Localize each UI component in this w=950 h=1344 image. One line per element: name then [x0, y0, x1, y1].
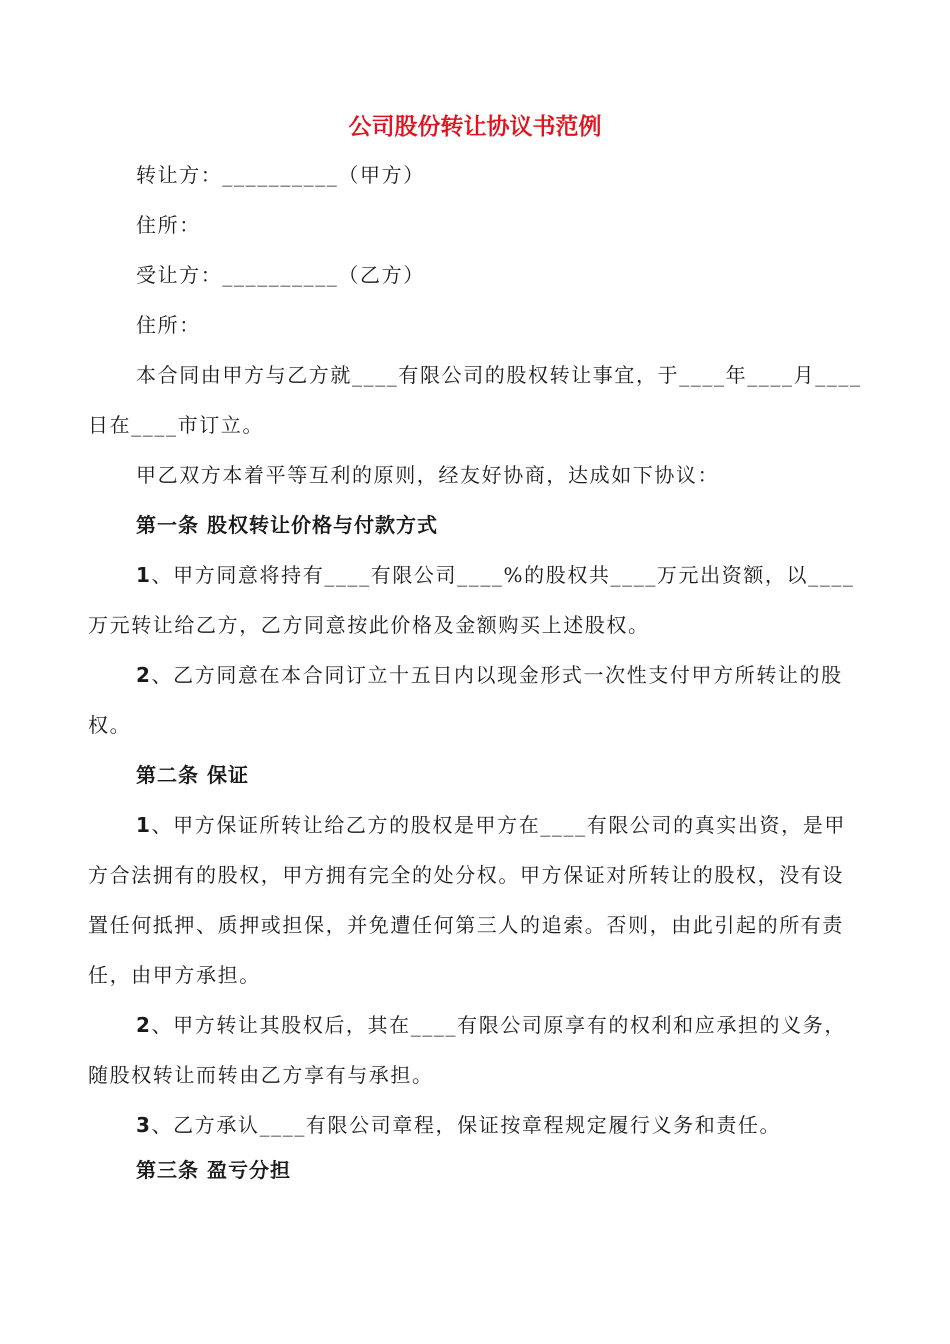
clause-text: 、甲方同意将持有____有限公司____%的股权共____万元出资额，以____ — [151, 563, 855, 587]
paragraph-line: 甲乙双方本着平等互利的原则，经友好协商，达成如下协议： — [136, 463, 720, 487]
paragraph-line — [136, 1000, 862, 1050]
transferee-address-line: 住所： — [136, 313, 201, 337]
paragraph-line: 万元转让给乙方，乙方同意按此价格及金额购买上述股权。 — [88, 613, 650, 637]
article-heading: 第一条 股权转让价格与付款方式 — [136, 513, 438, 537]
paragraph-line: 随股权转让而转由乙方享有与承担。 — [88, 1063, 434, 1087]
transferor-line: 转让方：__________（甲方） — [136, 163, 425, 187]
transferee-line: 受让方：__________（乙方） — [136, 263, 425, 287]
paragraph-line: 权。 — [88, 713, 132, 737]
article-heading: 第三条 盈亏分担 — [136, 1158, 291, 1182]
clause-number: 2 — [136, 1013, 152, 1037]
clause-number: 2 — [136, 663, 152, 687]
paragraph-line: 日在____市订立。 — [88, 413, 264, 437]
paragraph-line — [136, 800, 862, 850]
paragraph-line: 本合同由甲方与乙方就____有限公司的股权转让事宜，于____年____月____ — [136, 363, 862, 387]
paragraph-line: 置任何抵押、质押或担保，并免遭任何第三人的追索。否则，由此引起的所有责 — [88, 913, 844, 937]
paragraph-line — [136, 1100, 862, 1150]
clause-text: 、乙方承认____有限公司章程，保证按章程规定履行义务和责任。 — [151, 1113, 782, 1137]
article-heading: 第二条 保证 — [136, 763, 249, 787]
clause-text: 、甲方转让其股权后，其在____有限公司原享有的权利和应承担的义务， — [151, 1013, 846, 1037]
paragraph-line — [136, 550, 862, 600]
paragraph-line: 方合法拥有的股权，甲方拥有完全的处分权。甲方保证对所转让的股权，没有设 — [88, 863, 844, 887]
transferor-address-line: 住所： — [136, 213, 201, 237]
clause-text: 、乙方同意在本合同订立十五日内以现金形式一次性支付甲方所转让的股 — [151, 663, 843, 687]
paragraph-line: 任，由甲方承担。 — [88, 963, 261, 987]
clause-number: 1 — [136, 563, 152, 587]
clause-number: 1 — [136, 813, 152, 837]
document-title: 公司股份转让协议书范例 — [348, 114, 602, 140]
clause-text: 、甲方保证所转让给乙方的股权是甲方在____有限公司的真实出资，是甲 — [151, 813, 846, 837]
clause-number: 3 — [136, 1113, 152, 1137]
paragraph-line — [136, 650, 862, 700]
